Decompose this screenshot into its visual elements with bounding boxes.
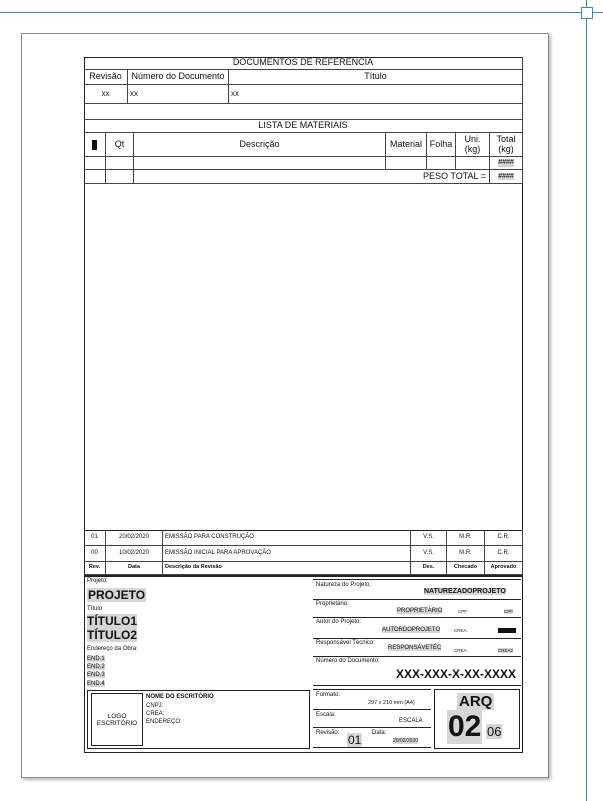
titulo1-value: TÍTULO1 xyxy=(87,614,137,628)
cell xyxy=(106,157,134,170)
endereco-line: END.3 xyxy=(87,672,105,678)
revision-cell: 01 xyxy=(84,530,106,546)
revision-cell: C.R. xyxy=(485,546,523,562)
materials-header: Folha xyxy=(427,133,456,157)
doc-ref-title: DOCUMENTOS DE REFERENCIA xyxy=(84,57,523,70)
autor-crea-label: CREA: xyxy=(454,628,468,633)
cell xyxy=(456,157,490,170)
doc-ref-cell: xx xyxy=(229,85,523,104)
doc-ref-cell: xx xyxy=(128,85,229,104)
endereco-line: END.2 xyxy=(87,664,105,670)
natureza-label: Natureza do Projeto: xyxy=(316,582,372,588)
revision-cell: EMISSÃO INICIAL PARA APROVAÇÃO xyxy=(163,546,411,562)
doc-ref-header: Revisão xyxy=(84,70,128,85)
cnpj-label: CNPJ: xyxy=(146,703,164,709)
cell xyxy=(134,157,386,170)
titulo-label: Título xyxy=(87,606,103,612)
divider xyxy=(313,689,431,690)
materials-header: Uni. (kg) xyxy=(456,133,490,157)
autor-crea-value xyxy=(498,628,516,633)
peso-total-label: PESO TOTAL = xyxy=(134,170,490,184)
revision-cell: M.R. xyxy=(447,546,485,562)
escala-value: ESCALA xyxy=(399,718,423,724)
autor-label: Autor do Projeto: xyxy=(316,619,362,625)
crea-label: CREA: xyxy=(146,711,165,717)
responsavel-crea-label: CREA: xyxy=(454,648,468,653)
total-folhas-value: 06 xyxy=(487,724,502,739)
revision-header: Checado xyxy=(447,562,485,575)
revision-cell: 00 xyxy=(84,546,106,562)
revision-header: Data xyxy=(106,562,163,575)
divider xyxy=(313,709,431,710)
endereco-label: ENDEREÇO: xyxy=(146,719,182,725)
revision-header: Aprovado xyxy=(485,562,523,575)
divider xyxy=(313,747,431,748)
materials-header: Qt xyxy=(106,133,134,157)
revision-header: Des. xyxy=(411,562,447,575)
endereco-line: END.1 xyxy=(87,656,105,662)
divider xyxy=(313,579,521,580)
cpf-label: CPF: xyxy=(458,609,469,614)
responsavel-value: RESPONSÁVETÉC xyxy=(388,645,442,651)
revision-cell: 10/02/2020 xyxy=(106,546,163,562)
projeto-label: Projeto: xyxy=(87,578,108,584)
materials-header: Total (kg) xyxy=(490,133,523,157)
formato-label: Formato: xyxy=(316,692,341,698)
divider xyxy=(313,599,521,600)
cell xyxy=(386,157,427,170)
responsavel-label: Responsável Técnico: xyxy=(316,640,375,646)
cell xyxy=(84,157,106,170)
revision-header: Descrição da Revisão xyxy=(163,562,411,575)
numero-documento-value: XXX-XXX-X-XX-XXXX xyxy=(396,667,517,681)
revision-cell: M.R. xyxy=(447,530,485,546)
projeto-value: PROJETO xyxy=(88,588,146,602)
doc-ref-header: Número do Documento xyxy=(128,70,229,85)
cell xyxy=(84,170,106,184)
cell xyxy=(427,157,456,170)
row-total-value: #### xyxy=(498,159,514,167)
doc-ref-header: Título xyxy=(229,70,523,85)
data-value: 20/02/2020 xyxy=(393,738,419,744)
divider xyxy=(313,617,521,618)
materials-header: Descrição xyxy=(134,133,386,157)
guide-line-horizontal xyxy=(0,12,603,13)
cell xyxy=(106,170,134,184)
revision-cell: V.S. xyxy=(411,530,447,546)
folha-value: 02 xyxy=(448,710,482,743)
row-total xyxy=(490,157,523,170)
endereco-obra-label: Endereço da Obra: xyxy=(87,646,138,652)
proprietario-label: Proprietário xyxy=(316,601,348,607)
revision-cell: C.R. xyxy=(485,530,523,546)
peso-total xyxy=(490,170,523,184)
item-marker xyxy=(84,133,106,157)
revision-cell: 20/02/2020 xyxy=(106,530,163,546)
divider xyxy=(313,685,521,686)
escala-label: Escala: xyxy=(316,712,336,718)
revisao-value: 01 xyxy=(348,733,362,747)
cpf-value: CPF xyxy=(504,609,513,614)
logo-placeholder: LOGO ESCRITÓRIO xyxy=(91,693,143,746)
revision-cell: V.S. xyxy=(411,546,447,562)
disciplina-value: ARQ xyxy=(459,693,493,710)
materials-header: Material xyxy=(386,133,427,157)
data-label: Data: xyxy=(372,730,387,736)
numero-documento-label: Número do Documento: xyxy=(316,658,380,664)
spacer-row xyxy=(84,104,523,120)
autor-value: AUTORDOPROJETO xyxy=(382,627,441,633)
revision-header: Rev. xyxy=(84,562,106,575)
titulo2-value: TÍTULO2 xyxy=(87,628,137,642)
materials-title: LISTA DE MATERIAIS xyxy=(84,120,523,133)
endereco-line: END.4 xyxy=(87,681,105,687)
divider xyxy=(313,656,521,657)
responsavel-crea-value: CREA2 xyxy=(498,648,514,653)
escritorio-name: NOME DO ESCRITÓRIO xyxy=(146,694,214,700)
resize-handle[interactable] xyxy=(581,7,593,19)
divider xyxy=(84,575,523,577)
peso-total-value: #### xyxy=(498,172,514,180)
natureza-value: NATUREZADOPROJETO xyxy=(424,588,506,595)
divider xyxy=(313,727,431,728)
revisao-label: Revisão: xyxy=(316,730,340,736)
doc-ref-cell: xx xyxy=(84,85,128,104)
formato-value: 297 x 210 mm (A4) xyxy=(368,700,415,706)
divider xyxy=(313,638,521,639)
proprietario-value: PROPRIETÁRIO xyxy=(397,608,443,614)
revision-cell: EMISSÃO PARA CONSTRUÇÃO xyxy=(163,530,411,546)
guide-line-vertical xyxy=(586,0,587,801)
